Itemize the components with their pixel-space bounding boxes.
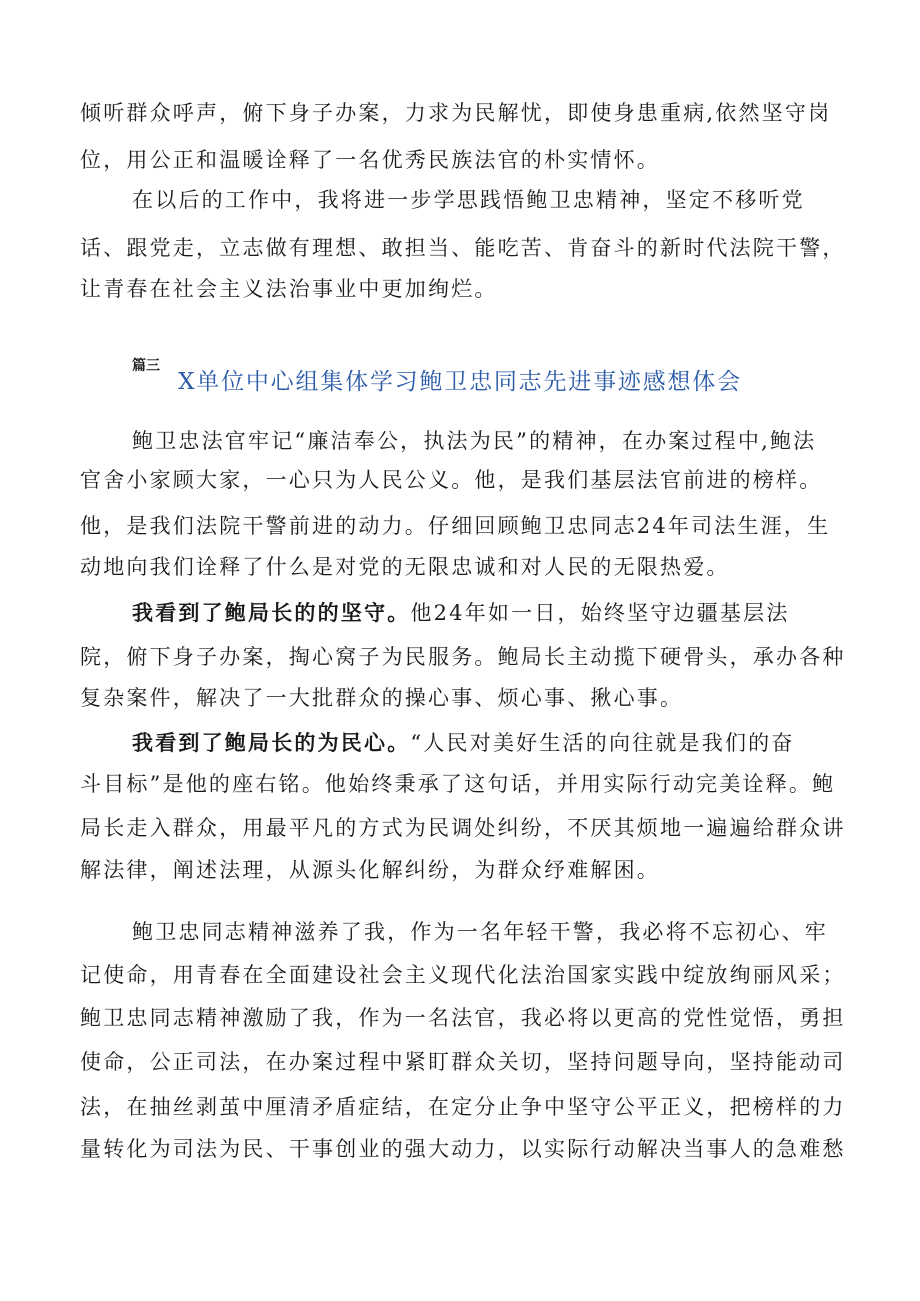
paragraph-line: 院，俯下身子办案，掏心窝子为民服务。鲍局长主动揽下硬骨头，承办各种: [80, 645, 846, 669]
paragraph-line: 他，是我们法院干警前进的动力。仔细回顾鲍卫忠同志24年司法生涯，生: [80, 514, 831, 538]
paragraph-line: [132, 729, 795, 757]
paragraph-line: 斗目标”是他的座右铭。他始终秉承了这句话，并用实际行动完美诠释。鲍: [80, 772, 836, 796]
paragraph-line: 鲍卫忠同志精神滋养了我，作为一名年轻干警，我必将不忘初心、牢: [132, 920, 828, 944]
paragraph-line: 位，用公正和温暖诠释了一名优秀民族法官的朴实情怀。: [80, 148, 660, 172]
document-title: X单位中心组集体学习鲍卫忠同志先进事迹感想体会: [178, 369, 742, 395]
paragraph-line: 使命，公正司法，在办案过程中紧盯群众关切，坚持问题导向，坚持能动司: [80, 1050, 846, 1074]
paragraph-lead: 我看到了鲍局长的的坚守。: [132, 601, 411, 625]
paragraph-text: 他24年如一日，始终坚守边疆基层法: [410, 601, 790, 625]
paragraph-lead: 我看到了鲍局长的为民心。: [132, 731, 411, 755]
paragraph-line: 倾听群众呼声，俯下身子办案，力求为民解忧，即使身患重病,依然坚守岗: [80, 101, 832, 125]
paragraph-line: 话、跟党走，立志做有理想、敢担当、能吃苦、肯奋斗的新时代法院干警，: [80, 236, 846, 260]
paragraph-line: 复杂案件，解决了一大批群众的操心事、烦心事、揪心事。: [80, 686, 684, 710]
paragraph-line: 鲍卫忠法官牢记“廉洁奉公，执法为民”的精神，在办案过程中,鲍法: [132, 429, 817, 453]
paragraph-line: 鲍卫忠同志精神激励了我，作为一名法官，我必将以更高的党性觉悟，勇担: [80, 1006, 846, 1030]
paragraph-line: 记使命，用青春在全面建设社会主义现代化法治国家实践中绽放绚丽风采；: [80, 963, 846, 987]
paragraph-line: 让青春在社会主义法治事业中更加绚烂。: [80, 277, 498, 301]
paragraph-line: 量转化为司法为民、干事创业的强大动力，以实际行动解决当事人的急难愁: [80, 1137, 846, 1161]
paragraph-line: 动地向我们诠释了什么是对党的无限忠诚和对人民的无限热爱。: [80, 555, 730, 579]
paragraph-line: 在以后的工作中，我将进一步学思践悟鲍卫忠精神，坚定不移听党: [132, 188, 805, 212]
paragraph-line: 解法律，阐述法理，从源头化解纠纷，为群众纾难解困。: [80, 858, 660, 882]
section-label: 篇三: [132, 358, 160, 374]
paragraph-line: [132, 599, 790, 627]
paragraph-line: 局长走入群众，用最平凡的方式为民调处纠纷，不厌其烦地一遍遍给群众讲: [80, 816, 846, 840]
paragraph-text: “人民对美好生活的向往就是我们的奋: [410, 731, 795, 755]
paragraph-line: 法，在抽丝剥茧中厘清矛盾症结，在定分止争中坚守公平正义，把榜样的力: [80, 1095, 846, 1119]
paragraph-line: 官舍小家顾大家，一心只为人民公义。他，是我们基层法官前进的榜样。: [80, 468, 823, 492]
